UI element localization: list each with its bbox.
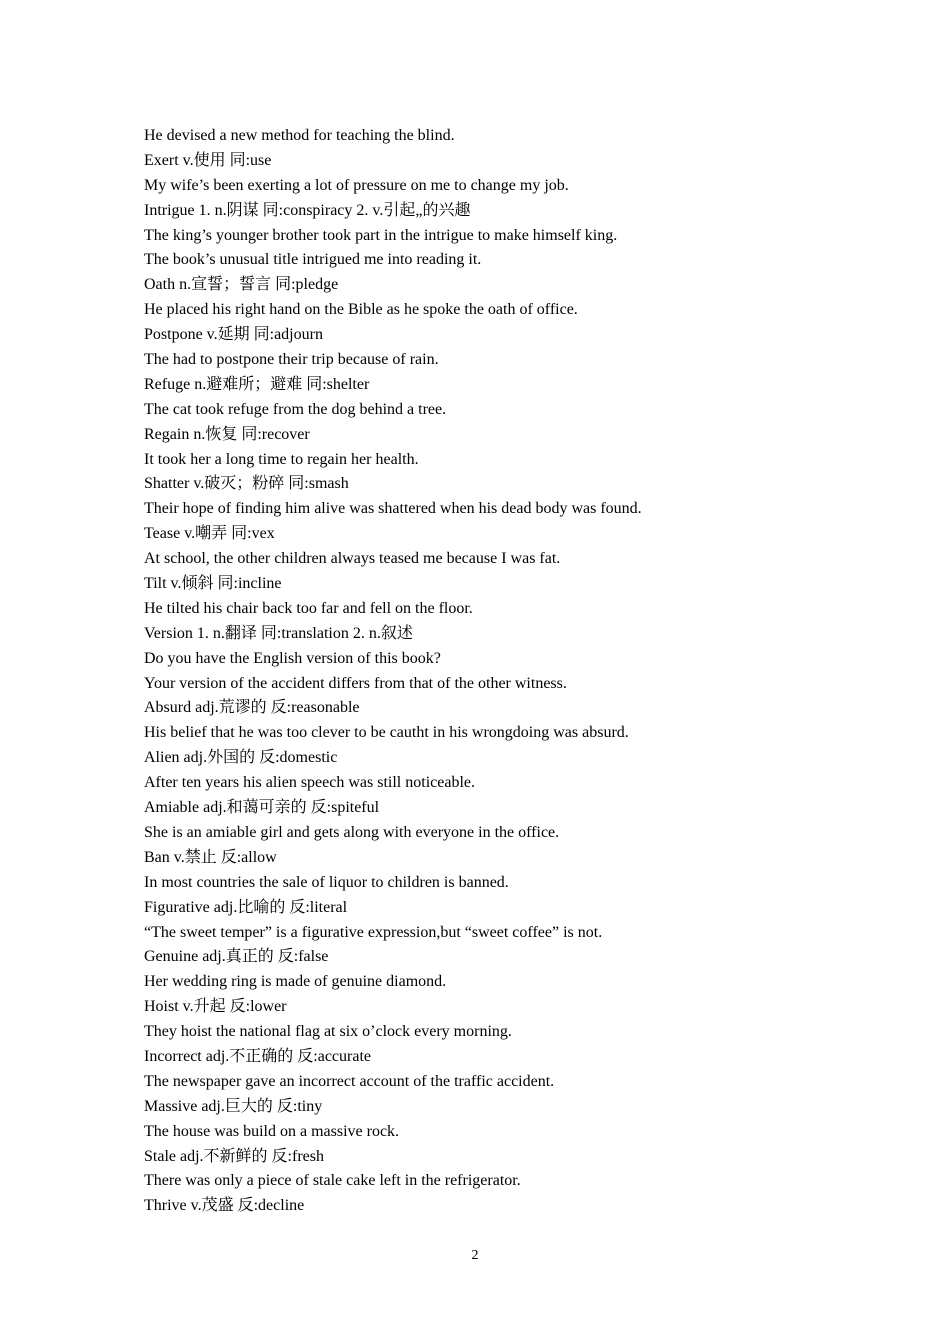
- vocab-entry: Alien adj.外国的 反:domestic: [144, 749, 338, 767]
- example-sentence: His belief that he was too clever to be cautht in his wrongdoing was absurd.: [144, 724, 629, 742]
- example-sentence: Their hope of finding him alive was shattered when his dead body was found.: [144, 500, 642, 518]
- example-sentence: The cat took refuge from the dog behind a tree.: [144, 400, 447, 418]
- vocab-entry: Amiable adj.和蔼可亲的 反:spiteful: [144, 799, 380, 817]
- example-sentence: Do you have the English version of this book?: [144, 649, 441, 667]
- example-sentence: The book’s unusual title intrigued me into reading it.: [144, 251, 482, 269]
- vocab-entry: Oath n.宣誓；誓言 同:pledge: [144, 276, 339, 294]
- vocab-entry: Massive adj.巨大的 反:tiny: [144, 1097, 323, 1115]
- text-line: He devised a new method for teaching the blind.: [144, 127, 455, 144]
- vocab-entry: Shatter v.破灭；粉碎 同:smash: [144, 475, 349, 493]
- example-sentence: The king’s younger brother took part in the intrigue to make himself king.: [144, 226, 618, 244]
- vocab-entry: Absurd adj.荒谬的 反:reasonable: [144, 699, 360, 717]
- vocab-entry: Refuge n.避难所；避难 同:shelter: [144, 375, 370, 393]
- page-body: [144, 124, 844, 1219]
- example-sentence: There was only a piece of stale cake left in the refrigerator.: [144, 1172, 521, 1190]
- example-sentence: It took her a long time to regain her health.: [144, 450, 419, 468]
- vocab-entry: Hoist v.升起 反:lower: [144, 998, 287, 1016]
- example-sentence: The house was build on a massive rock.: [144, 1122, 400, 1140]
- example-sentence: They hoist the national flag at six o’clock every morning.: [144, 1023, 512, 1041]
- vocab-entry: Version 1. n.翻译 同:translation 2. n.叙述: [144, 624, 413, 642]
- example-sentence: After ten years his alien speech was still noticeable.: [144, 774, 475, 792]
- vocab-entry: Intrigue 1. n.阴谋 同:conspiracy 2. v.引起„的兴趣: [144, 201, 471, 219]
- vocab-entry: Exert v.使用 同:use: [144, 151, 272, 169]
- page-number: 2: [471, 1248, 479, 1263]
- vocab-entry: Tease v.嘲弄 同:vex: [144, 525, 275, 543]
- example-sentence: At school, the other children always teased me because I was fat.: [144, 550, 561, 568]
- example-sentence: Her wedding ring is made of genuine diamond.: [144, 973, 447, 991]
- example-sentence: She is an amiable girl and gets along with everyone in the office.: [144, 823, 560, 841]
- vocab-entry: Thrive v.茂盛 反:decline: [144, 1197, 305, 1215]
- example-sentence: He placed his right hand on the Bible as he spoke the oath of office.: [144, 301, 578, 319]
- example-sentence: The newspaper gave an incorrect account of the traffic accident.: [144, 1072, 555, 1090]
- example-sentence: Your version of the accident differs from that of the other witness.: [144, 674, 567, 692]
- vocab-entry: Genuine adj.真正的 反:false: [144, 948, 329, 966]
- vocab-entry: Figurative adj.比喻的 反:literal: [144, 898, 348, 916]
- vocab-entry: Regain n.恢复 同:recover: [144, 425, 310, 443]
- vocab-entry: Tilt v.倾斜 同:incline: [144, 575, 282, 593]
- example-sentence: My wife’s been exerting a lot of pressure on me to change my job.: [144, 176, 569, 194]
- example-sentence: In most countries the sale of liquor to children is banned.: [144, 873, 509, 891]
- example-sentence: The had to postpone their trip because of rain.: [144, 351, 439, 369]
- example-sentence: He tilted his chair back too far and fell on the floor.: [144, 599, 473, 617]
- vocab-entry: Stale adj.不新鲜的 反:fresh: [144, 1147, 324, 1165]
- vocab-entry: Postpone v.延期 同:adjourn: [144, 326, 323, 344]
- vocab-entry: Incorrect adj.不正确的 反:accurate: [144, 1047, 372, 1065]
- example-sentence: “The sweet temper” is a figurative expression,but “sweet coffee” is not.: [144, 923, 603, 941]
- vocab-entry: Ban v.禁止 反:allow: [144, 848, 277, 866]
